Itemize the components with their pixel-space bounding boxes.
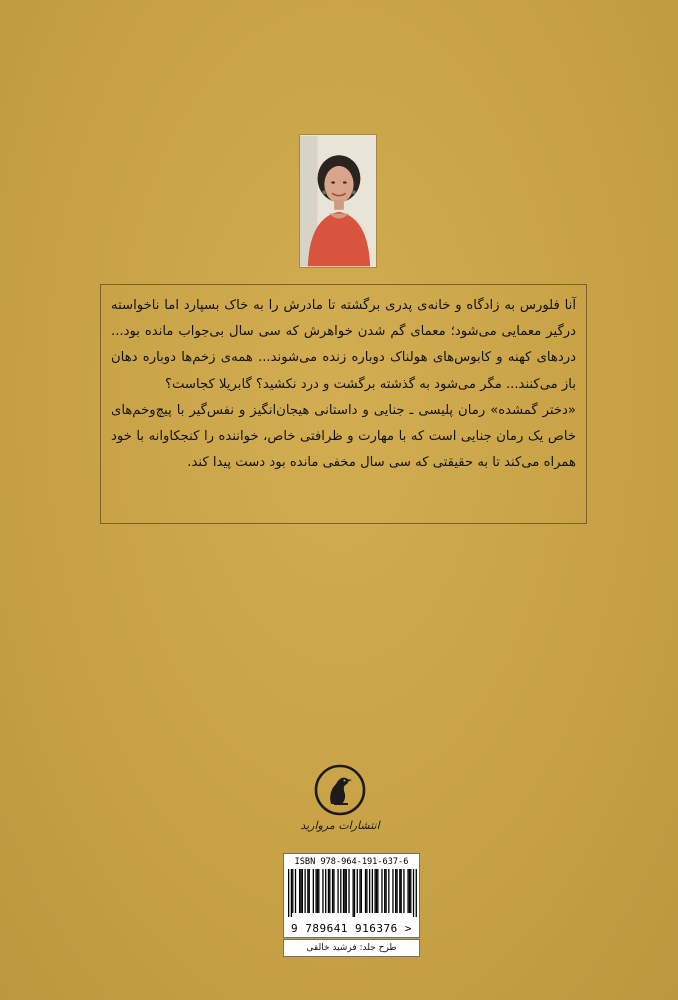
barcode-bar: [385, 869, 386, 913]
barcode-bar: [416, 869, 417, 917]
blurb-paragraph-1: آنا فلورس به زادگاه و خانه‌ی پدری برگشته تا مادرش را به خاک بسپارد اما ناخواسته درگیر معمایی می‌شود؛ معمای گم شدن خواهرش که سی سال بی‌جواب مانده بود... دردهای کهنه و کابوس‌های هولناک دوباره زنده می‌شوند... همه‌ی زخم‌ها دوباره دهان باز می‌کنند... مگر می‌شود به گذشته برگشت و درد نکشید؟ گابریلا کجاست؟: [111, 298, 576, 392]
barcode-bar: [388, 869, 389, 913]
author-photo: [299, 134, 377, 268]
isbn-label: ISBN 978-964-191-637-6: [294, 857, 409, 867]
barcode-bar: [384, 869, 385, 913]
barcode-bar: [329, 869, 330, 913]
back-cover-blurb: [100, 284, 587, 524]
barcode-bar: [346, 869, 347, 913]
barcode-bar: [377, 869, 378, 913]
barcode-bar: [344, 869, 345, 913]
barcode-bar: [357, 869, 358, 913]
barcode-bar: [291, 869, 292, 917]
barcode-bar: [315, 869, 316, 913]
barcode-bar: [401, 869, 402, 913]
barcode-bar: [348, 869, 349, 913]
barcode-bar: [299, 869, 300, 913]
barcode-bar: [365, 869, 366, 913]
barcode-bar: [288, 869, 289, 917]
barcode-bar: [381, 869, 382, 913]
barcode-bar: [376, 869, 377, 913]
barcode-bar: [332, 869, 333, 913]
barcode-bar: [369, 869, 370, 913]
barcode-bar: [359, 869, 360, 913]
barcode-bar: [372, 869, 373, 913]
barcode-bars: [288, 869, 417, 917]
barcode-bar: [340, 869, 341, 913]
barcode-bar: [317, 869, 318, 913]
bird-logo-icon: [314, 762, 366, 818]
barcode-bar: [343, 869, 344, 913]
barcode-bar: [318, 869, 319, 913]
barcode-bar: [313, 869, 314, 913]
isbn-barcode: [283, 853, 420, 938]
barcode-bar: [328, 869, 329, 913]
publisher-name: انتشارات مروارید: [300, 819, 380, 832]
barcode-bar: [366, 869, 367, 913]
barcode-bar: [407, 869, 408, 913]
barcode-bar: [304, 869, 305, 913]
barcode-bar: [302, 869, 303, 913]
barcode-bar: [374, 869, 375, 913]
cover-design-credit: طرح جلد: فرشید خالقی: [283, 939, 420, 957]
barcode-bar: [325, 869, 326, 913]
barcode-bar: [399, 869, 400, 913]
barcode-bar: [333, 869, 334, 913]
barcode-bar: [309, 869, 310, 913]
barcode-bar: [392, 869, 393, 913]
barcode-bar: [361, 869, 362, 913]
barcode-bar: [354, 869, 355, 917]
barcode-bar: [300, 869, 301, 913]
publisher-logo: [296, 762, 384, 848]
barcode-bar: [295, 869, 296, 913]
barcode-bar: [410, 869, 411, 913]
barcode-bar: [396, 869, 397, 913]
author-portrait-image: [300, 135, 376, 267]
barcode-digits: 9 789641 916376 >: [290, 922, 413, 935]
barcode-bar: [403, 869, 404, 913]
barcode-bar: [413, 869, 414, 917]
barcode-bar: [322, 869, 323, 913]
blurb-paragraph-2: «دختر گمشده» رمان پلیسی ـ جنایی و داستانی هیجان‌انگیز و نفس‌گیر با پیچ‌وخم‌های خاص یک رمان جنایی است که با مهارت و ظرافتی خاص، خواننده را کنجکاوانه با خود همراه می‌کند تا به حقیقتی که سی سال مخفی مانده بود دست پیدا کند.: [111, 402, 576, 471]
barcode-bar: [353, 869, 354, 917]
barcode-bar: [409, 869, 410, 913]
barcode-bar: [395, 869, 396, 913]
barcode-bar: [307, 869, 308, 913]
barcode-bar: [337, 869, 338, 913]
barcode-bar: [292, 869, 293, 913]
